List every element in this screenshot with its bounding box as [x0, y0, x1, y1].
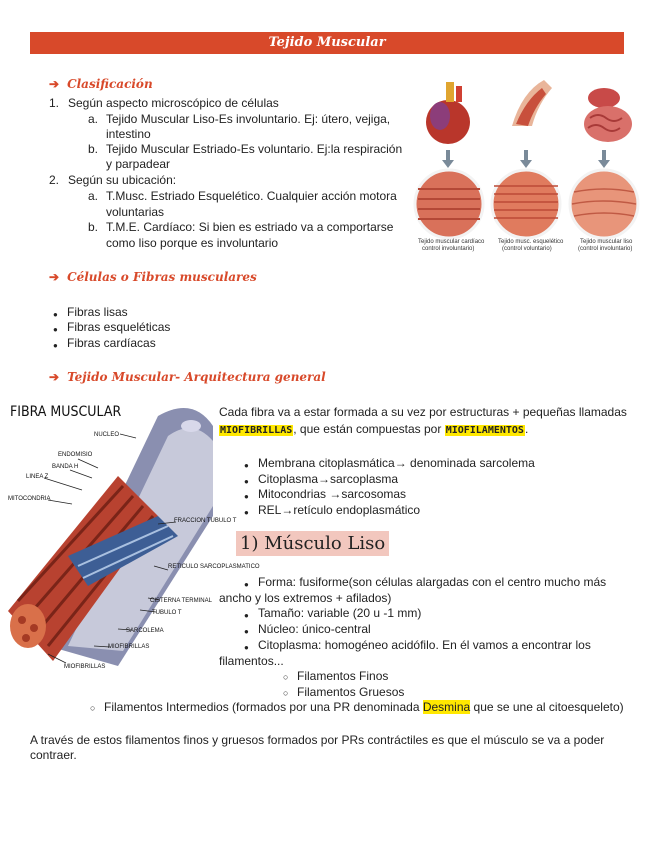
heart-illustration: [426, 82, 470, 144]
skeletal-tissue-circle: [492, 170, 560, 238]
arm-muscle-illustration: [512, 80, 552, 126]
caption-cardiac-sub: control involuntario): [422, 246, 475, 252]
svg-text:RETICULO SARCOPLASMATICO: RETICULO SARCOPLASMATICO: [168, 564, 260, 570]
svg-text:MIOFIBRILLAS: MIOFIBRILLAS: [108, 644, 150, 650]
list-number: 2.: [49, 173, 60, 187]
svg-text:LINEA Z: LINEA Z: [26, 474, 49, 480]
list-item: Según su ubicación:: [68, 173, 177, 187]
muscle-types-figure: [412, 74, 642, 252]
list-item: T.M.E. Cardíaco: Si bien es estriado va a comportarse: [106, 220, 394, 234]
list-item: ● Mitocondrias →sarcosomas: [258, 487, 406, 502]
svg-text:SARCOLEMA: SARCOLEMA: [126, 628, 164, 634]
list-item: ● REL→retículo endoplasmático: [258, 503, 420, 518]
svg-text:ENDOMISIO: ENDOMISIO: [58, 452, 93, 458]
list-item: ● Fibras lisas: [67, 305, 128, 320]
heading-arquitectura: ➔ Tejido Muscular- Arquitectura general: [49, 370, 326, 384]
list-item: Tejido Muscular Estriado-Es voluntario. Ej:la respiración: [106, 142, 403, 156]
svg-text:CISTERNA TERMINAL: CISTERNA TERMINAL: [150, 598, 212, 604]
svg-text:TUBULO T: TUBULO T: [152, 610, 182, 616]
heading-celulas: ➔ Células o Fibras musculares: [49, 270, 257, 284]
caption-cardiac: Tejido muscular cardíaco: [418, 239, 485, 245]
list-item-cont: filamentos...: [219, 654, 284, 668]
list-item: ● Núcleo: único-central: [258, 622, 371, 637]
caption-smooth-sub: (control involuntario): [578, 246, 633, 252]
down-arrows: [442, 150, 610, 168]
closing-paragraph-cont: contraer.: [30, 748, 77, 762]
list-letter: b.: [88, 220, 99, 234]
paragraph-fibra: Cada fibra va a estar formada a su vez por estructuras + pequeñas llamadas: [219, 405, 627, 419]
figure-title: FIBRA MUSCULAR: [10, 404, 122, 420]
list-item: T.Musc. Estriado Esquelético. Cualquier acción motora: [106, 189, 397, 203]
sublist-item: ○ Filamentos Gruesos: [297, 685, 404, 700]
list-item: y parpadear: [106, 157, 171, 171]
svg-text:NUCLEO: NUCLEO: [94, 432, 120, 438]
list-letter: b.: [88, 142, 99, 156]
sublist-item: ○ Filamentos Finos: [297, 669, 388, 684]
paragraph-fibra-cont: MIOFIBRILLAS, que están compuestas por MIOFILAMENTOS.: [220, 422, 529, 436]
cardiac-tissue-circle: [415, 170, 483, 238]
caption-skeletal-sub: (control voluntario): [502, 246, 552, 252]
list-item: intestino: [106, 127, 151, 141]
caption-skeletal: Tejido musc. esquelético: [498, 239, 564, 245]
arrow-icon: ➔: [49, 370, 60, 384]
list-item: ● Citoplasma: homogéneo acidófilo. En él vamos a encontrar los: [258, 638, 591, 653]
list-item: ● Fibras cardíacas: [67, 336, 156, 351]
list-item: Según aspecto microscópico de células: [68, 96, 279, 110]
arrow-icon: ➔: [49, 77, 60, 91]
highlight-miofilamentos: MIOFILAMENTOS: [445, 425, 524, 436]
caption-smooth: Tejido muscular liso: [580, 239, 633, 245]
page-title-banner: [30, 32, 624, 54]
highlight-desmina: Desmina: [422, 700, 471, 714]
list-item: ● Citoplasma→sarcoplasma: [258, 472, 398, 487]
list-letter: a.: [88, 112, 99, 126]
list-item: como liso porque es involuntario: [106, 236, 279, 250]
list-number: 1.: [49, 96, 60, 110]
list-item: ● Membrana citoplasmática→ denominada sarcolema: [258, 456, 535, 471]
list-item: ● Forma: fusiforme(son células alargadas con el centro mucho más: [258, 575, 606, 590]
highlight-miofibrillas: MIOFIBRILLAS: [220, 425, 293, 436]
arrow-icon: ➔: [49, 270, 60, 284]
list-item: ● Fibras esqueléticas: [67, 320, 170, 335]
heading-clasificacion: ➔ Clasificación: [49, 77, 153, 91]
closing-paragraph: A través de estos filamentos finos y gruesos formados por PRs contráctiles es que el músculo se va a poder: [30, 733, 605, 747]
sublist-item: ○ Filamentos Intermedios (formados por una PR denominada Desmina que se une al citoesqueleto): [104, 700, 624, 715]
list-item: Tejido Muscular Liso-Es involuntario. Ej: útero, vejiga,: [106, 112, 391, 126]
list-item: ● Tamaño: variable (20 u -1 mm): [258, 606, 421, 621]
smooth-tissue-circle: [570, 170, 638, 238]
svg-text:MIOFIBRILLAS: MIOFIBRILLAS: [64, 664, 106, 670]
svg-text:FRACCION TUBULO T: FRACCION TUBULO T: [174, 518, 237, 524]
list-item-cont: ancho y los extremos + afilados): [219, 591, 392, 605]
page-title: Tejido Muscular: [268, 35, 386, 50]
svg-text:MITOCONDRIA: MITOCONDRIA: [8, 496, 51, 502]
intestine-illustration: [584, 88, 632, 142]
section-heading-musculo-liso: 1) Músculo Liso: [236, 533, 389, 554]
list-letter: a.: [88, 189, 99, 203]
list-item: voluntarias: [106, 205, 165, 219]
svg-text:BANDA H: BANDA H: [52, 464, 79, 470]
